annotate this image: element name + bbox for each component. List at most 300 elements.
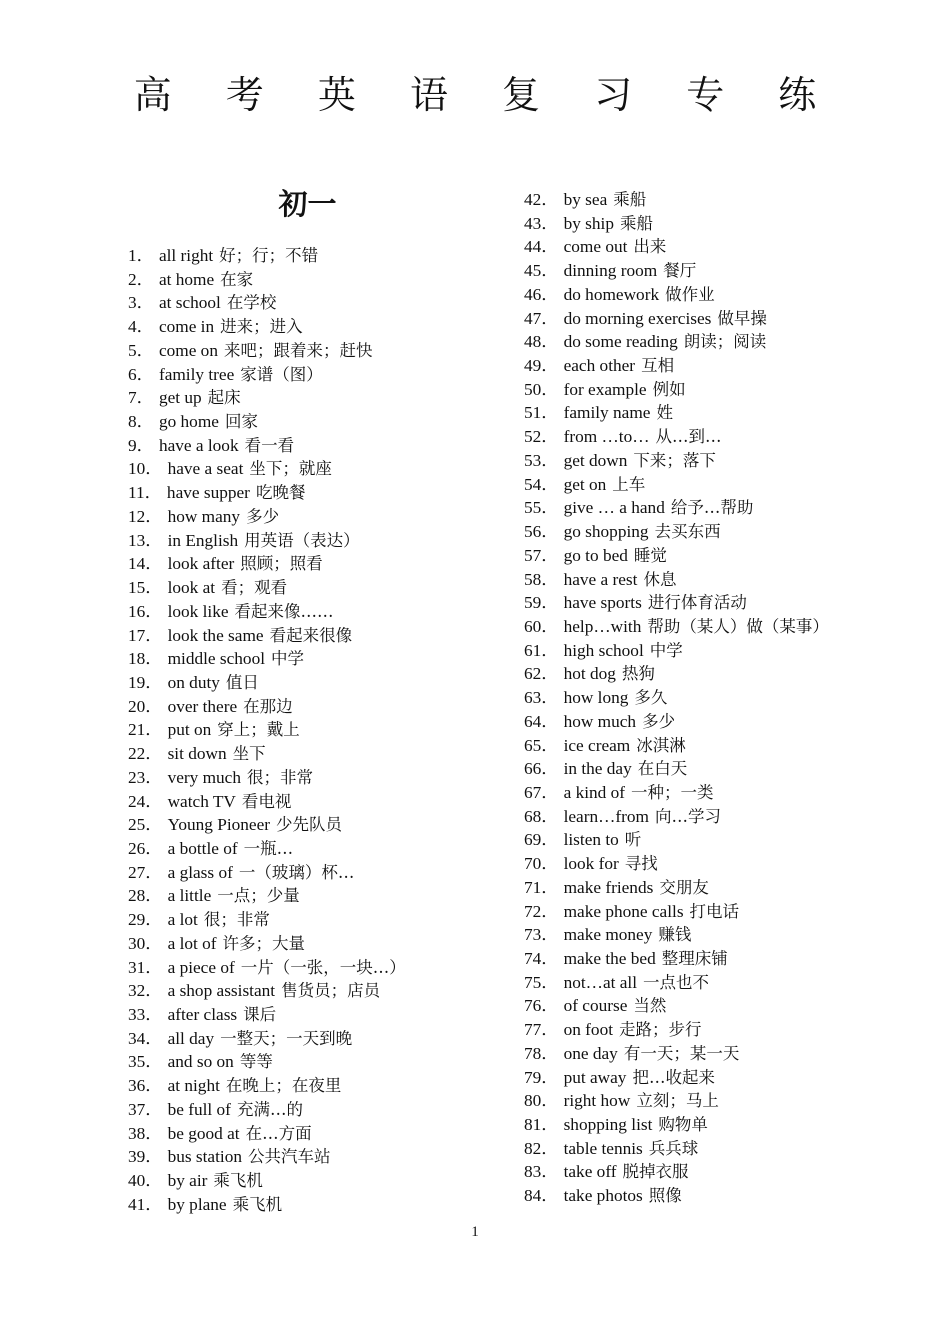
phrase-chinese: 看；观看 [221,578,288,598]
phrase-chinese: 少先队员 [276,815,342,835]
phrase-chinese: 帮助（某人）做（某事） [647,616,829,636]
phrase-item [128,1122,406,1146]
phrase-item [128,813,406,837]
phrase-item [524,1066,829,1090]
phrase-english: ice cream [563,735,631,755]
phrase-item [128,979,406,1003]
phrase-item [524,639,829,663]
phrase-number: 59． [524,593,559,613]
phrase-number: 6． [128,364,154,384]
phrase-chinese: 回家 [224,412,258,432]
phrase-item [128,624,406,648]
phrase-item [128,457,406,481]
phrase-number: 56． [524,522,559,542]
phrase-chinese: 一种；一类 [631,782,714,802]
phrase-number: 5． [128,340,154,360]
phrase-item [128,244,406,268]
phrase-english: a lot [167,910,198,930]
phrase-number: 62． [524,664,559,684]
section-heading: 初一 [278,187,337,221]
phrase-english: a glass of [167,862,233,882]
phrase-english: in English [167,530,239,550]
phrase-chinese: 朗读；阅读 [683,332,767,352]
phrase-chinese: 立刻；马上 [636,1091,719,1111]
phrase-english: how many [167,506,241,526]
phrase-english: go home [158,412,219,432]
phrase-english: not…at all [563,972,638,992]
phrase-item [524,994,829,1018]
phrase-english: bus station [167,1147,242,1167]
phrase-chinese: 餐厅 [663,261,697,281]
phrase-item [524,235,829,259]
phrase-english: get down [563,450,628,470]
phrase-english: look after [167,554,235,574]
phrase-number: 8． [128,412,154,432]
phrase-chinese: 乘飞机 [232,1194,283,1214]
phrase-item [524,1184,829,1208]
phrase-item [524,710,829,734]
phrase-number: 80． [524,1091,559,1111]
phrase-english: a bottle of [167,838,238,858]
phrase-item [128,956,406,980]
phrase-number: 51． [524,403,559,423]
phrase-item [524,401,829,425]
phrase-chinese: 照顾；照看 [240,554,323,574]
phrase-chinese: 在白天 [637,759,688,779]
phrase-english: on foot [563,1020,614,1040]
phrase-item [524,1113,829,1137]
phrase-chinese: 上车 [612,474,646,494]
phrase-english: how long [563,688,629,708]
phrase-chinese: 课后 [243,1005,277,1024]
phrase-item [128,1003,406,1027]
phrase-item [524,496,829,520]
phrase-number: 74． [524,949,559,968]
phrase-english: family name [563,403,651,423]
phrase-item [524,449,829,473]
phrase-number: 77． [524,1020,559,1040]
phrase-item [128,386,406,410]
phrase-english: put away [563,1067,627,1087]
phrase-chinese: 进行体育活动 [647,593,747,613]
phrase-number: 1． [128,246,154,265]
phrase-chinese: 从…到… [655,427,722,447]
phrase-chinese: 公共汽车站 [248,1147,331,1167]
phrase-number: 44． [524,237,559,257]
phrase-item [524,212,829,236]
phrase-number: 38． [128,1123,163,1143]
phrase-item [524,1018,829,1042]
phrase-item [128,1193,406,1217]
phrase-number: 83． [524,1162,559,1182]
phrase-number: 45． [524,261,559,281]
phrase-english: take photos [563,1186,643,1206]
phrase-number: 55． [524,498,559,518]
phrase-item [524,971,829,995]
phrase-number: 10． [128,459,163,479]
phrase-english: be full of [167,1099,231,1119]
phrase-english: go shopping [563,522,649,542]
phrase-chinese: 下来；落下 [633,450,716,470]
phrase-chinese: 一片（一张，一块…） [240,957,406,977]
phrase-item [128,647,406,671]
phrase-english: and so on [167,1052,234,1072]
phrase-english: from …to… [563,427,650,447]
phrase-number: 47． [524,308,559,328]
phrase-chinese: 出来 [633,237,667,257]
phrase-english: right how [563,1091,631,1111]
phrase-chinese: 在家 [220,269,254,289]
phrase-chinese: 很；非常 [247,767,313,787]
phrase-english: a piece of [167,957,235,977]
phrase-number: 58． [524,569,559,589]
phrase-english: for example [563,379,647,399]
phrase-item [128,742,406,766]
phrase-number: 75． [524,972,559,992]
phrase-english: have a look [158,435,239,455]
phrase-chinese: 吃晚餐 [255,483,306,503]
phrase-chinese: 好；行；不错 [219,246,319,265]
phrase-english: listen to [563,830,619,850]
phrase-number: 79． [524,1067,559,1087]
phrase-number: 32． [128,981,163,1001]
phrase-number: 78． [524,1043,559,1063]
phrase-number: 69． [524,830,559,850]
phrase-item [128,291,406,315]
phrase-english: look the same [167,625,264,645]
phrase-english: put on [167,720,212,740]
phrase-chinese: 看起来很像 [269,625,353,645]
phrase-number: 15． [128,578,163,598]
phrase-chinese: 当然 [633,996,667,1016]
phrase-number: 72． [524,901,559,921]
phrase-english: get up [158,388,202,408]
phrase-english: by ship [563,213,614,233]
phrase-item [524,283,829,307]
phrase-item [524,473,829,497]
phrase-item [128,434,406,458]
phrase-chinese: 在…方面 [245,1123,312,1143]
phrase-chinese: 来吧；跟着来；赶快 [223,340,373,360]
phrase-item [524,307,829,331]
phrase-item [128,884,406,908]
phrase-chinese: 热狗 [621,664,655,684]
phrase-item [128,718,406,742]
phrase-item [524,1089,829,1113]
phrase-chinese: 穿上；戴上 [217,720,300,740]
phrase-english: hot dog [563,664,616,684]
phrase-number: 70． [524,854,559,874]
phrase-chinese: 互相 [641,356,675,376]
phrase-english: sit down [167,744,227,764]
phrase-number: 53． [524,450,559,470]
phrase-chinese: 一点也不 [643,972,710,992]
phrase-number: 2． [128,269,154,289]
phrase-chinese: 走路；步行 [619,1020,702,1040]
phrase-chinese: 多少 [246,506,280,526]
phrase-chinese: 兵兵球 [648,1138,699,1158]
phrase-number: 3． [128,293,154,313]
phrase-number: 49． [524,356,559,376]
phrase-english: look at [167,578,216,598]
phrase-number: 48． [524,332,559,352]
phrase-chinese: 购物单 [658,1115,708,1135]
phrase-number: 65． [524,735,559,755]
phrase-chinese: 做作业 [665,284,715,304]
phrase-item [128,1098,406,1122]
phrase-number: 18． [128,649,163,669]
phrase-english: give … a hand [563,498,665,518]
phrase-english: shopping list [563,1115,653,1135]
phrase-number: 9． [128,435,154,455]
phrase-chinese: 睡觉 [633,545,667,565]
phrase-english: at school [158,293,221,313]
phrase-number: 60． [524,616,559,636]
phrase-number: 35． [128,1052,163,1072]
phrase-chinese: 很；非常 [203,910,270,930]
phrase-english: do morning exercises [563,308,712,328]
phrase-chinese: 冰淇淋 [636,735,686,755]
phrase-number: 61． [524,640,559,660]
phrase-english: help…with [563,616,642,636]
phrase-number: 23． [128,767,163,787]
phrase-chinese: 脱掉衣服 [622,1162,689,1182]
phrase-english: make phone calls [563,901,684,921]
phrase-english: a little [167,886,212,906]
phrase-chinese: 整理床铺 [661,949,728,968]
phrase-number: 41． [128,1194,163,1214]
phrase-chinese: 进来；进入 [220,317,303,337]
phrase-item [524,1137,829,1161]
phrase-chinese: 坐下 [232,744,266,764]
phrase-chinese: 中学 [271,649,305,669]
phrase-chinese: 起床 [207,388,241,408]
phrase-number: 22． [128,744,163,764]
phrase-item [128,932,406,956]
phrase-item [524,876,829,900]
phrase-english: high school [563,640,644,660]
phrase-item [128,837,406,861]
phrase-item [128,576,406,600]
phrase-chinese: 乘船 [620,213,653,233]
phrase-item [128,790,406,814]
phrase-english: very much [167,767,241,787]
phrase-english: make money [563,925,653,945]
phrase-english: table tennis [563,1138,643,1158]
phrase-number: 73． [524,925,559,945]
phrase-chinese: 充满…的 [236,1099,303,1119]
phrase-item [128,908,406,932]
phrase-chinese: 打电话 [689,901,740,921]
phrase-english: how much [563,711,637,731]
phrase-item [524,354,829,378]
phrase-number: 17． [128,625,163,645]
phrase-number: 12． [128,506,163,526]
phrase-number: 57． [524,545,559,565]
phrase-english: all right [158,246,214,265]
phrase-english: of course [563,996,628,1016]
phrase-item [524,425,829,449]
phrase-chinese: 等等 [239,1052,273,1072]
phrase-number: 19． [128,672,163,692]
phrase-number: 7． [128,388,154,408]
phrase-item [128,481,406,505]
phrase-number: 37． [128,1099,163,1119]
phrase-chinese: 用英语（表达） [244,530,360,550]
phrase-number: 67． [524,782,559,802]
phrase-chinese: 给予…帮助 [670,498,754,518]
phrase-chinese: 去买东西 [654,522,721,542]
phrase-chinese: 中学 [649,640,683,660]
phrase-english: by sea [563,190,608,209]
phrase-number: 13． [128,530,163,550]
phrase-english: make the bed [563,949,656,968]
phrase-item [128,529,406,553]
phrase-number: 20． [128,696,163,716]
phrase-number: 30． [128,933,163,953]
phrase-chinese: 在那边 [243,696,293,716]
phrase-number: 4． [128,317,154,337]
phrase-english: Young Pioneer [167,815,270,835]
phrase-number: 31． [128,957,163,977]
phrase-item [128,1074,406,1098]
phrase-number: 46． [524,284,559,304]
phrase-number: 52． [524,427,559,447]
phrase-chinese: 照像 [648,1186,682,1206]
phrase-number: 29． [128,910,163,930]
phrase-item [128,766,406,790]
phrase-chinese: 一点；少量 [217,886,300,906]
phrase-english: over there [167,696,238,716]
phrase-english: on duty [167,672,220,692]
phrase-item [128,410,406,434]
phrase-chinese: 许多；大量 [222,933,306,953]
phrase-item [524,781,829,805]
phrase-item [128,695,406,719]
phrase-english: each other [563,356,636,376]
phrase-chinese: 一瓶… [243,838,294,858]
phrase-item [128,315,406,339]
phrase-number: 66． [524,759,559,779]
page-number: 1 [471,1224,479,1240]
phrase-item [524,828,829,852]
phrase-chinese: 看电视 [241,791,292,811]
phrase-chinese: 有一天；某一天 [623,1043,740,1063]
phrase-english: have sports [563,593,642,613]
phrase-english: in the day [563,759,632,779]
phrase-number: 14． [128,554,163,574]
phrase-chinese: 一（玻璃）杯… [238,862,355,882]
phrase-chinese: 寻找 [624,854,658,874]
phrase-english: do some reading [563,332,678,352]
phrase-item [524,615,829,639]
phrase-chinese: 多久 [634,688,668,708]
phrase-number: 11． [128,483,162,503]
phrase-english: all day [167,1028,215,1048]
phrase-english: come on [158,340,218,360]
phrase-english: one day [563,1043,618,1063]
phrase-item [524,900,829,924]
phrase-english: get on [563,474,607,494]
phrase-item [128,339,406,363]
phrase-number: 43． [524,213,559,233]
phrase-english: take off [563,1162,617,1182]
phrase-item [128,1169,406,1193]
phrase-number: 68． [524,806,559,826]
phrase-list-left [128,244,406,1216]
phrase-english: a shop assistant [167,981,276,1001]
phrase-item [128,1145,406,1169]
phrase-number: 82． [524,1138,559,1158]
phrase-number: 25． [128,815,163,835]
phrase-chinese: 家谱（图） [240,364,323,384]
phrase-chinese: 乘船 [613,190,647,209]
phrase-number: 27． [128,862,163,882]
phrase-number: 64． [524,711,559,731]
phrase-item [128,600,406,624]
phrase-english: dinning room [563,261,658,281]
phrase-english: by plane [167,1194,227,1214]
phrase-item [524,330,829,354]
phrase-number: 63． [524,688,559,708]
phrase-english: watch TV [167,791,236,811]
phrase-item [128,363,406,387]
phrase-english: middle school [167,649,266,669]
phrase-number: 40． [128,1171,163,1191]
phrase-chinese: 把…收起来 [632,1067,715,1087]
phrase-item [524,1042,829,1066]
phrase-item [524,805,829,829]
phrase-english: family tree [158,364,235,384]
phrase-number: 36． [128,1076,163,1096]
phrase-english: come in [158,317,215,337]
phrase-english: have a seat [167,459,244,479]
phrase-item [128,505,406,529]
phrase-list-right [524,188,829,1208]
phrase-item [524,662,829,686]
phrase-number: 84． [524,1186,559,1206]
phrase-english: go to bed [563,545,628,565]
phrase-item [524,734,829,758]
phrase-number: 39． [128,1147,163,1167]
phrase-english: a lot of [167,933,217,953]
phrase-chinese: 售货员；店员 [281,981,381,1001]
phrase-item [524,520,829,544]
phrase-number: 28． [128,886,163,906]
phrase-number: 34． [128,1028,163,1048]
phrase-chinese: 坐下；就座 [249,459,332,479]
phrase-english: after class [167,1005,238,1024]
phrase-english: have a rest [563,569,638,589]
phrase-number: 16． [128,601,163,621]
phrase-chinese: 多少 [642,711,676,731]
phrase-english: look like [167,601,229,621]
phrase-number: 76． [524,996,559,1016]
phrase-chinese: 休息 [643,569,677,589]
phrase-chinese: 在晚上；在夜里 [225,1076,342,1096]
document-title: 高 考 英 语 复 习 专 练 [133,73,838,117]
phrase-english: do homework [563,284,660,304]
phrase-english: at home [158,269,215,289]
phrase-item [524,686,829,710]
phrase-item [524,544,829,568]
phrase-number: 54． [524,474,559,494]
phrase-chinese: 听 [624,830,642,850]
phrase-english: have supper [166,483,250,503]
phrase-item [524,591,829,615]
phrase-chinese: 做早操 [717,308,767,328]
phrase-item [524,259,829,283]
